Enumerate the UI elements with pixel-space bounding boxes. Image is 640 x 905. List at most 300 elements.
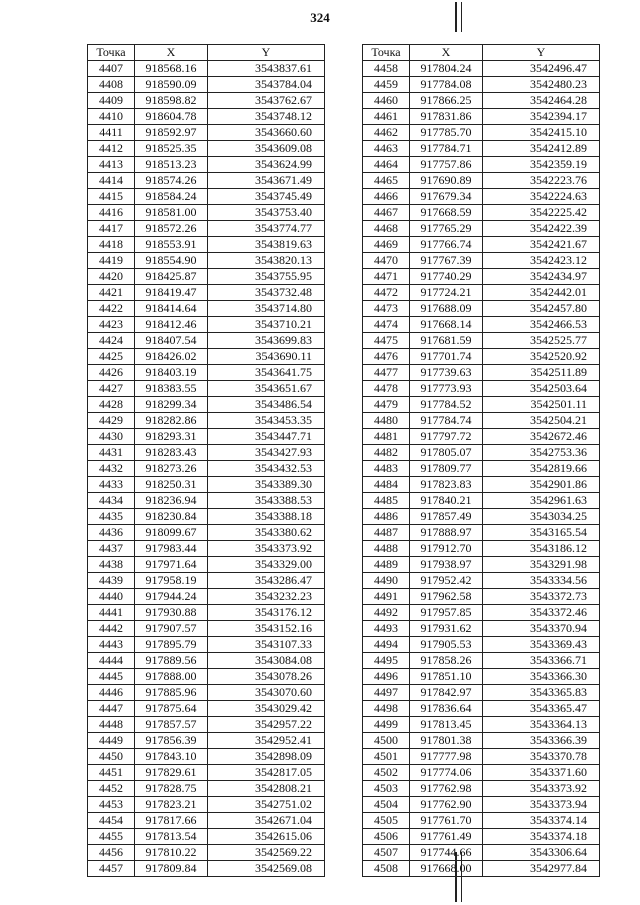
cell-point: 4505 [363, 813, 410, 829]
table-row [363, 525, 600, 541]
cell-point: 4485 [363, 493, 410, 509]
cell-point: 4421 [88, 285, 135, 301]
cell-y: 3543365.47 [483, 701, 600, 717]
cell-x: 918099.67 [135, 525, 208, 541]
page-number: 324 [310, 10, 330, 25]
table-row [363, 573, 600, 589]
cell-point: 4446 [88, 685, 135, 701]
cell-x: 917797.72 [410, 429, 483, 445]
cell-y: 3542457.80 [483, 301, 600, 317]
table-row [363, 669, 600, 685]
table-row [88, 237, 325, 253]
cell-x: 917813.45 [410, 717, 483, 733]
table-row [363, 445, 600, 461]
cell-point: 4502 [363, 765, 410, 781]
cell-y: 3542520.92 [483, 349, 600, 365]
cell-point: 4424 [88, 333, 135, 349]
cell-y: 3542615.06 [208, 829, 325, 845]
table-row [88, 589, 325, 605]
cell-x: 917962.58 [410, 589, 483, 605]
cell-y: 3542415.10 [483, 125, 600, 141]
cell-point: 4479 [363, 397, 410, 413]
cell-point: 4450 [88, 749, 135, 765]
cell-y: 3543029.42 [208, 701, 325, 717]
table-row [363, 829, 600, 845]
cell-x: 917866.25 [410, 93, 483, 109]
cell-x: 917888.00 [135, 669, 208, 685]
cell-y: 3543388.53 [208, 493, 325, 509]
cell-x: 918273.26 [135, 461, 208, 477]
table-row [88, 749, 325, 765]
cell-y: 3543369.43 [483, 637, 600, 653]
cell-x: 917944.24 [135, 589, 208, 605]
cell-x: 917762.90 [410, 797, 483, 813]
cell-x: 918553.91 [135, 237, 208, 253]
table-row [88, 685, 325, 701]
cell-x: 917938.97 [410, 557, 483, 573]
table-row [363, 157, 600, 173]
column-header-point: Точка [88, 45, 135, 61]
cell-point: 4410 [88, 109, 135, 125]
cell-point: 4420 [88, 269, 135, 285]
table-row [363, 541, 600, 557]
cell-x: 917767.39 [410, 253, 483, 269]
cell-x: 917851.10 [410, 669, 483, 685]
cell-point: 4427 [88, 381, 135, 397]
table-row [363, 381, 600, 397]
cell-x: 917957.85 [410, 605, 483, 621]
cell-point: 4453 [88, 797, 135, 813]
cell-x: 917740.29 [410, 269, 483, 285]
cell-x: 917889.56 [135, 653, 208, 669]
cell-y: 3542808.21 [208, 781, 325, 797]
table-row [88, 285, 325, 301]
cell-y: 3542817.05 [208, 765, 325, 781]
cell-x: 918299.34 [135, 397, 208, 413]
cell-point: 4425 [88, 349, 135, 365]
table-row [88, 829, 325, 845]
cell-y: 3542569.08 [208, 861, 325, 877]
cell-y: 3542952.41 [208, 733, 325, 749]
cell-y: 3543232.23 [208, 589, 325, 605]
cell-point: 4468 [363, 221, 410, 237]
cell-x: 917823.21 [135, 797, 208, 813]
cell-y: 3542819.66 [483, 461, 600, 477]
table-row [88, 141, 325, 157]
cell-point: 4423 [88, 317, 135, 333]
cell-point: 4476 [363, 349, 410, 365]
cell-point: 4454 [88, 813, 135, 829]
cell-point: 4461 [363, 109, 410, 125]
cell-point: 4417 [88, 221, 135, 237]
cell-point: 4495 [363, 653, 410, 669]
cell-point: 4418 [88, 237, 135, 253]
table-row [88, 205, 325, 221]
cell-point: 4449 [88, 733, 135, 749]
cell-point: 4448 [88, 717, 135, 733]
cell-y: 3542223.76 [483, 173, 600, 189]
table-row [88, 493, 325, 509]
cell-point: 4455 [88, 829, 135, 845]
table-row [363, 653, 600, 669]
cell-point: 4475 [363, 333, 410, 349]
cell-x: 917785.70 [410, 125, 483, 141]
table-row [88, 381, 325, 397]
cell-point: 4498 [363, 701, 410, 717]
cell-x: 917971.64 [135, 557, 208, 573]
table-row [363, 189, 600, 205]
cell-x: 918407.54 [135, 333, 208, 349]
cell-y: 3542977.84 [483, 861, 600, 877]
table-row [88, 125, 325, 141]
cell-x: 918584.24 [135, 189, 208, 205]
cell-point: 4419 [88, 253, 135, 269]
cell-x: 918236.94 [135, 493, 208, 509]
binding-mark-top-thin [461, 2, 462, 32]
cell-x: 917856.39 [135, 733, 208, 749]
cell-x: 917773.93 [410, 381, 483, 397]
cell-y: 3542753.36 [483, 445, 600, 461]
cell-x: 917958.19 [135, 573, 208, 589]
cell-y: 3543819.63 [208, 237, 325, 253]
cell-point: 4445 [88, 669, 135, 685]
cell-point: 4456 [88, 845, 135, 861]
table-row [363, 61, 600, 77]
table-row [363, 733, 600, 749]
table-row [88, 365, 325, 381]
table-row [88, 93, 325, 109]
table-row [363, 461, 600, 477]
cell-point: 4430 [88, 429, 135, 445]
cell-y: 3542496.47 [483, 61, 600, 77]
cell-point: 4478 [363, 381, 410, 397]
table-row [363, 429, 600, 445]
cell-y: 3542671.04 [208, 813, 325, 829]
table-row [88, 509, 325, 525]
cell-point: 4501 [363, 749, 410, 765]
cell-point: 4441 [88, 605, 135, 621]
cell-x: 917809.77 [410, 461, 483, 477]
cell-x: 918230.84 [135, 509, 208, 525]
cell-x: 917777.98 [410, 749, 483, 765]
cell-point: 4460 [363, 93, 410, 109]
cell-point: 4494 [363, 637, 410, 653]
cell-y: 3542359.19 [483, 157, 600, 173]
cell-x: 918568.16 [135, 61, 208, 77]
cell-y: 3543447.71 [208, 429, 325, 445]
cell-point: 4463 [363, 141, 410, 157]
cell-point: 4443 [88, 637, 135, 653]
cell-y: 3543755.95 [208, 269, 325, 285]
cell-point: 4491 [363, 589, 410, 605]
table-row [88, 397, 325, 413]
cell-y: 3543364.13 [483, 717, 600, 733]
cell-y: 3543329.00 [208, 557, 325, 573]
cell-y: 3542898.09 [208, 749, 325, 765]
cell-x: 918426.02 [135, 349, 208, 365]
cell-point: 4503 [363, 781, 410, 797]
cell-y: 3543837.61 [208, 61, 325, 77]
table-header-row [88, 45, 325, 61]
cell-x: 917739.63 [410, 365, 483, 381]
table-row [363, 477, 600, 493]
cell-y: 3543374.18 [483, 829, 600, 845]
cell-x: 917907.57 [135, 621, 208, 637]
table-row [363, 813, 600, 829]
cell-y: 3542961.63 [483, 493, 600, 509]
table-row [363, 845, 600, 861]
cell-x: 917804.24 [410, 61, 483, 77]
table-row [363, 125, 600, 141]
coordinates-table-left [87, 44, 325, 877]
cell-x: 917761.70 [410, 813, 483, 829]
cell-point: 4416 [88, 205, 135, 221]
cell-x: 917810.22 [135, 845, 208, 861]
cell-point: 4442 [88, 621, 135, 637]
cell-point: 4452 [88, 781, 135, 797]
table-row [88, 605, 325, 621]
table-row [88, 221, 325, 237]
table-row [363, 749, 600, 765]
column-header-point: Точка [363, 45, 410, 61]
table-row [88, 541, 325, 557]
cell-point: 4482 [363, 445, 410, 461]
cell-y: 3542501.11 [483, 397, 600, 413]
cell-y: 3543389.30 [208, 477, 325, 493]
table-row [88, 765, 325, 781]
table-row [363, 173, 600, 189]
cell-x: 917829.61 [135, 765, 208, 781]
cell-x: 917784.08 [410, 77, 483, 93]
cell-x: 917831.86 [410, 109, 483, 125]
coordinates-table-right [362, 44, 600, 877]
table-row [363, 365, 600, 381]
cell-x: 917888.97 [410, 525, 483, 541]
cell-point: 4471 [363, 269, 410, 285]
cell-y: 3542751.02 [208, 797, 325, 813]
cell-y: 3542672.46 [483, 429, 600, 445]
cell-y: 3542434.97 [483, 269, 600, 285]
cell-point: 4508 [363, 861, 410, 877]
table-row [88, 621, 325, 637]
table-row [363, 637, 600, 653]
cell-point: 4407 [88, 61, 135, 77]
cell-y: 3543291.98 [483, 557, 600, 573]
cell-y: 3543152.16 [208, 621, 325, 637]
table-row [88, 797, 325, 813]
column-header-y: Y [208, 45, 325, 61]
table-row [363, 237, 600, 253]
cell-x: 918590.09 [135, 77, 208, 93]
cell-x: 918554.90 [135, 253, 208, 269]
cell-point: 4431 [88, 445, 135, 461]
cell-x: 917836.64 [410, 701, 483, 717]
cell-point: 4484 [363, 477, 410, 493]
table-row [363, 781, 600, 797]
cell-y: 3543365.83 [483, 685, 600, 701]
cell-x: 917774.06 [410, 765, 483, 781]
table-row [363, 557, 600, 573]
cell-y: 3542423.12 [483, 253, 600, 269]
cell-point: 4436 [88, 525, 135, 541]
cell-x: 917668.14 [410, 317, 483, 333]
cell-point: 4458 [363, 61, 410, 77]
table-row [363, 685, 600, 701]
cell-y: 3543651.67 [208, 381, 325, 397]
table-row [88, 669, 325, 685]
cell-x: 918419.47 [135, 285, 208, 301]
cell-point: 4415 [88, 189, 135, 205]
cell-x: 917930.88 [135, 605, 208, 621]
cell-point: 4488 [363, 541, 410, 557]
cell-point: 4414 [88, 173, 135, 189]
cell-point: 4483 [363, 461, 410, 477]
cell-point: 4432 [88, 461, 135, 477]
table-row [363, 493, 600, 509]
cell-y: 3543070.60 [208, 685, 325, 701]
cell-y: 3543373.94 [483, 797, 600, 813]
table-row [363, 317, 600, 333]
cell-y: 3543372.73 [483, 589, 600, 605]
cell-point: 4429 [88, 413, 135, 429]
cell-y: 3543427.93 [208, 445, 325, 461]
cell-x: 917784.74 [410, 413, 483, 429]
cell-x: 917805.07 [410, 445, 483, 461]
cell-x: 917809.84 [135, 861, 208, 877]
cell-point: 4480 [363, 413, 410, 429]
cell-y: 3542464.28 [483, 93, 600, 109]
cell-y: 3543165.54 [483, 525, 600, 541]
cell-x: 918581.00 [135, 205, 208, 221]
table-row [88, 813, 325, 829]
table-row [363, 253, 600, 269]
table-row [88, 733, 325, 749]
table-row [88, 349, 325, 365]
cell-point: 4439 [88, 573, 135, 589]
cell-y: 3543107.33 [208, 637, 325, 653]
cell-y: 3542394.17 [483, 109, 600, 125]
table-row [88, 317, 325, 333]
cell-x: 917885.96 [135, 685, 208, 701]
cell-x: 917840.21 [410, 493, 483, 509]
cell-point: 4459 [363, 77, 410, 93]
cell-x: 917690.89 [410, 173, 483, 189]
table-row [363, 509, 600, 525]
cell-x: 917784.52 [410, 397, 483, 413]
cell-point: 4426 [88, 365, 135, 381]
cell-point: 4462 [363, 125, 410, 141]
cell-x: 918412.46 [135, 317, 208, 333]
cell-point: 4438 [88, 557, 135, 573]
table-row [88, 445, 325, 461]
table-header-row [363, 45, 600, 61]
cell-x: 917757.86 [410, 157, 483, 173]
cell-x: 917823.83 [410, 477, 483, 493]
cell-point: 4481 [363, 429, 410, 445]
cell-x: 917801.38 [410, 733, 483, 749]
cell-point: 4477 [363, 365, 410, 381]
cell-y: 3543373.92 [483, 781, 600, 797]
cell-x: 918414.64 [135, 301, 208, 317]
cell-point: 4504 [363, 797, 410, 813]
cell-point: 4474 [363, 317, 410, 333]
cell-x: 917857.49 [410, 509, 483, 525]
cell-x: 917784.71 [410, 141, 483, 157]
cell-point: 4409 [88, 93, 135, 109]
cell-x: 917681.59 [410, 333, 483, 349]
cell-x: 918598.82 [135, 93, 208, 109]
cell-point: 4507 [363, 845, 410, 861]
table-row [363, 413, 600, 429]
cell-x: 917843.10 [135, 749, 208, 765]
table-row [88, 461, 325, 477]
table-row [363, 269, 600, 285]
cell-y: 3543432.53 [208, 461, 325, 477]
table-row [363, 589, 600, 605]
cell-x: 918425.87 [135, 269, 208, 285]
cell-y: 3543366.39 [483, 733, 600, 749]
table-row [363, 621, 600, 637]
cell-x: 918283.43 [135, 445, 208, 461]
cell-point: 4500 [363, 733, 410, 749]
table-row [88, 701, 325, 717]
cell-y: 3543366.71 [483, 653, 600, 669]
table-row [363, 797, 600, 813]
cell-x: 917952.42 [410, 573, 483, 589]
cell-y: 3543486.54 [208, 397, 325, 413]
binding-mark-top [455, 2, 457, 32]
cell-x: 917895.79 [135, 637, 208, 653]
cell-y: 3542412.89 [483, 141, 600, 157]
cell-y: 3542225.42 [483, 205, 600, 221]
cell-x: 917905.53 [410, 637, 483, 653]
table-row [363, 141, 600, 157]
table-row [363, 221, 600, 237]
cell-x: 917828.75 [135, 781, 208, 797]
table-row [88, 429, 325, 445]
cell-y: 3542957.22 [208, 717, 325, 733]
cell-y: 3543372.46 [483, 605, 600, 621]
cell-x: 917701.74 [410, 349, 483, 365]
cell-point: 4413 [88, 157, 135, 173]
cell-y: 3543660.60 [208, 125, 325, 141]
cell-y: 3542511.89 [483, 365, 600, 381]
cell-y: 3542480.23 [483, 77, 600, 93]
cell-x: 918282.86 [135, 413, 208, 429]
table-row [363, 93, 600, 109]
cell-y: 3543784.04 [208, 77, 325, 93]
cell-y: 3543370.94 [483, 621, 600, 637]
cell-x: 918604.78 [135, 109, 208, 125]
cell-y: 3543084.08 [208, 653, 325, 669]
cell-point: 4497 [363, 685, 410, 701]
cell-y: 3543624.99 [208, 157, 325, 173]
cell-x: 918293.31 [135, 429, 208, 445]
cell-x: 917688.09 [410, 301, 483, 317]
column-header-x: X [410, 45, 483, 61]
cell-point: 4437 [88, 541, 135, 557]
cell-point: 4447 [88, 701, 135, 717]
cell-x: 917724.21 [410, 285, 483, 301]
cell-y: 3543609.08 [208, 141, 325, 157]
cell-y: 3542504.21 [483, 413, 600, 429]
cell-x: 918513.23 [135, 157, 208, 173]
cell-point: 4473 [363, 301, 410, 317]
cell-x: 917668.00 [410, 861, 483, 877]
cell-point: 4493 [363, 621, 410, 637]
column-header-y: Y [483, 45, 600, 61]
cell-x: 917761.49 [410, 829, 483, 845]
